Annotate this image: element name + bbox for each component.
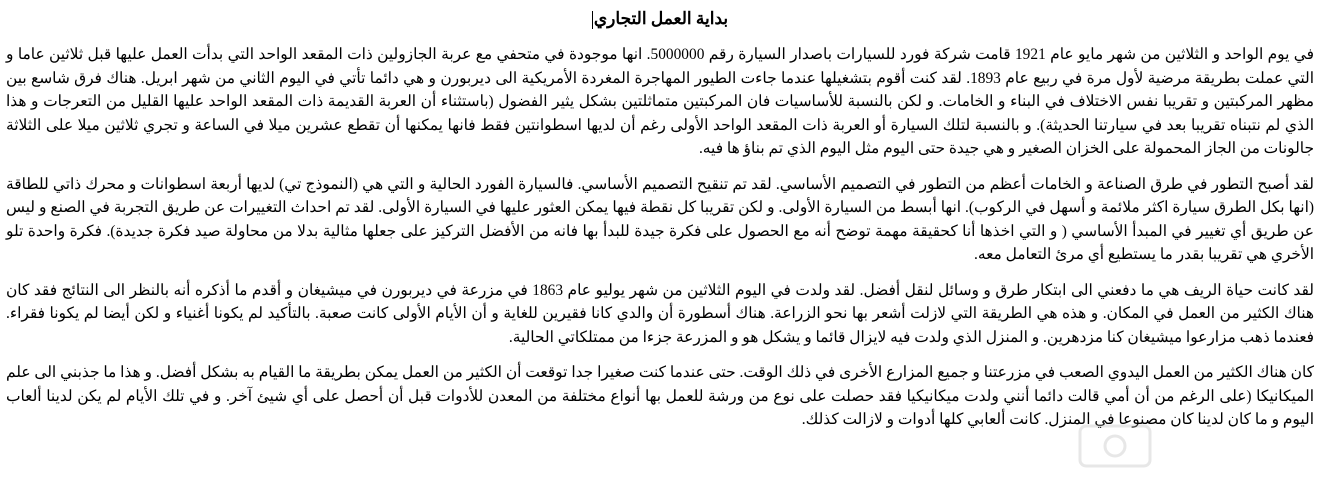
paragraph-4-container (6, 361, 1314, 428)
paragraph-1: في يوم الواحد و الثلاثين من شهر مايو عام 1921 قامت شركة فورد للسيارات باصدار السيارة رقم 5000000. انها موجودة في متحفي مع عربة الجازولين ذات المقعد الواحد التي بدأت العمل عليها قبل ثلاثين عاما و التي عملت بطريقة مرضية لأول مرة في ربيع عام 1893. لقد كنت أقوم بتشغيلها عندما جاءت الطيور المهاجرة المغردة الأمريكية الى ديربورن و هي دائما تأتي في اليوم الثاني من شهر ابريل. هناك فرق شاسع بين مظهر المركبتين و تقريبا نفس الاختلاف في البناء و الخامات. و لكن بالنسبة للأساسيات فان المركبتين متماثلتين بشكل يثير الفضول (باستثناء أن العربة القديمة ذات المقعد الواحد عليها القليل من التعرجات و هذا الذي لم نتبناه تقريبا بعد في سيارتنا الحديثة). و بالنسبة لتلك السيارة أو العربة ذات المقعد الواحد الأولى رغم أن لديها اسطوانتين فقط فانها يمكنها أن تقطع عشرين ميلا في الساعة و تجري ثلاثين ميلا على الثلاثة جالونات من الجاز المحمولة على الخزان الصغير و هي جيدة حتى اليوم مثل اليوم الذي تم بناؤ ها فيه. (6, 46, 1314, 157)
document-title (6, 8, 1314, 30)
paragraph-2: لقد أصبح التطور في طرق الصناعة و الخامات أعظم من التطور في التصميم الأساسي. لقد تم تنقيح التصميم الأساسي. فالسيارة الفورد الحالية و التي هي (النموذج تي) لديها أربعة اسطوانات و محرك ذاتي للطاقة (انها بكل الطرق سيارة اكثر ملائمة و أسهل في الركوب). انها أبسط من السيارة الأولى. و لكن تقريبا كل نقطة فيها يمكن العثور عليها في السيارة الأولى. لقد تم احداث التغييرات عن طريق التجربة في الصنع و ليس عن طريق أي تغيير في المبدأ الأساسي ( و التي اخذها أنا كحقيقة مهمة توضح أنه مع الحصول على فكرة جيدة للبدأ بها فانه من الأفضل التركيز على جعلها مثالية بدلا من محاولة صيد فكرة جديدة). فكرة واحدة تلو الأخري هي تقريبا بقدر ما يستطيع أي مرئ التعامل معه. (6, 175, 1314, 263)
title-text: بداية العمل التجاري (593, 9, 729, 28)
text-cursor (592, 11, 593, 29)
paragraph-4: كان هناك الكثير من العمل اليدوي الصعب في مزرعتنا و جميع المزارع الأخرى في ذلك الوقت. حتى عندما كنت صغيرا جدا توقعت أن الكثير من العمل يمكن بطريقة ما القيام به بشكل أفضل. و هذا ما جذبني الى علم الميكانيكا (على الرغم من أن أمي قالت دائما أنني ولدت ميكانيكيا فقد حصلت على نوع من ورشة للعمل بها أنواع مختلفة من المعدن للأدوات قبل أن أحصل على أي شيئ آخر. و في تلك الأيام لم يكن لدينا ألعاب اليوم و ما كان لدينا كان مصنوعا في المنزل. كانت ألعابي كلها أدوات و لازالت كذلك. (6, 364, 1314, 428)
paragraph-3: لقد كانت حياة الريف هي ما دفعني الى ابتكار طرق و وسائل لنقل أفضل. لقد ولدت في اليوم الثلاثين من شهر يوليو عام 1863 في مزرعة في ديربورن في ميشيغان و أقدم ما أذكره أنه بالنظر الى النتائج فقد كان هناك الكثير من العمل في المكان. و هذه هي الطريقة التي لازلت أشعر بها نحو الزراعة. هناك أسطورة أن والدي كانا فقيرين للغاية و أن الأيام الأولى كانت صعبة. بالتأكيد لم يكونا أغنياء و لكن أيضا لم يكونا فقراء. فعندما ذهب مزارعوا ميشيغان كنا مزدهرين. و المنزل الذي ولدت فيه لايزال قائما و يشكل هو و المزرعة جزءا من ممتلكاتي الحالية. (6, 281, 1314, 346)
document-page (6, 0, 1314, 428)
